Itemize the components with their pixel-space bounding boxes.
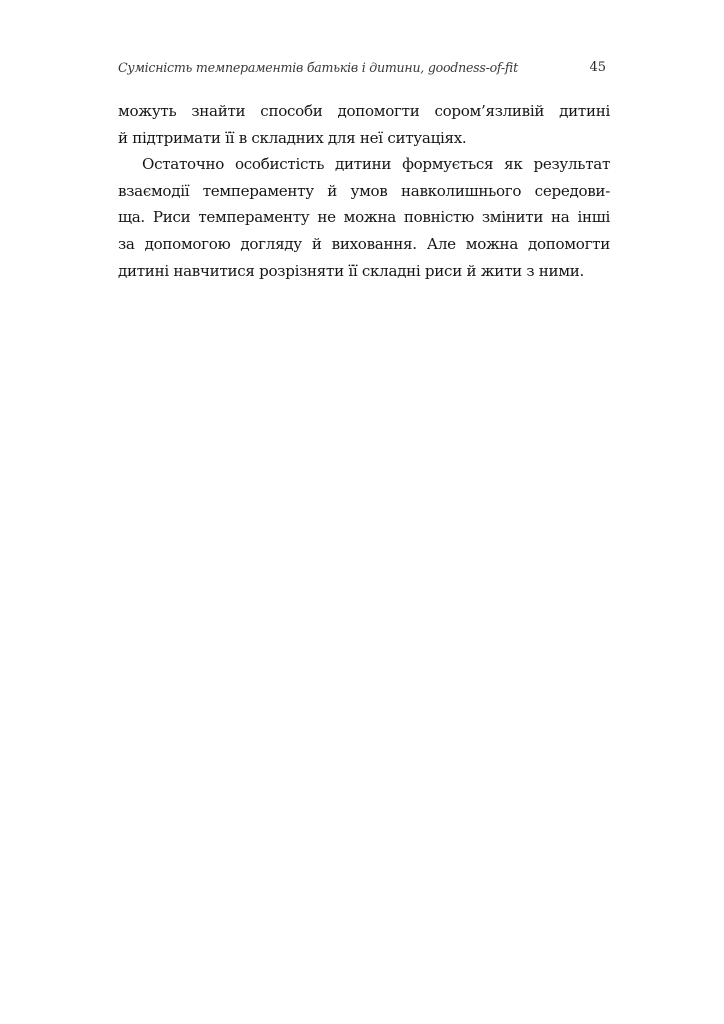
text-line: можуть знайти способи допомогти сором’язливій дитині (118, 102, 610, 120)
text-line: й підтримати її в складних для неї ситуаціях. (118, 128, 467, 147)
running-title: Сумісність темпераментів батьків і дитини, goodness-of-fit (118, 60, 518, 75)
paragraph-continuation (118, 98, 610, 151)
text-line: взаємодії темпераменту й умов навколишнього середови- (118, 181, 610, 200)
running-header (118, 58, 608, 78)
text-line: дитині навчитися розрізняти її складні риси й жити з ними. (118, 261, 585, 280)
text-line: за допомогою догляду й виховання. Але можна допомогти (118, 234, 610, 253)
page-number: 45 (589, 60, 606, 75)
text-line: Остаточно особистість дитини формується як результат (142, 155, 610, 174)
text-line: ща. Риси темпераменту не можна повністю змінити на інші (118, 208, 610, 227)
body-text (118, 98, 610, 284)
paragraph (118, 151, 610, 284)
